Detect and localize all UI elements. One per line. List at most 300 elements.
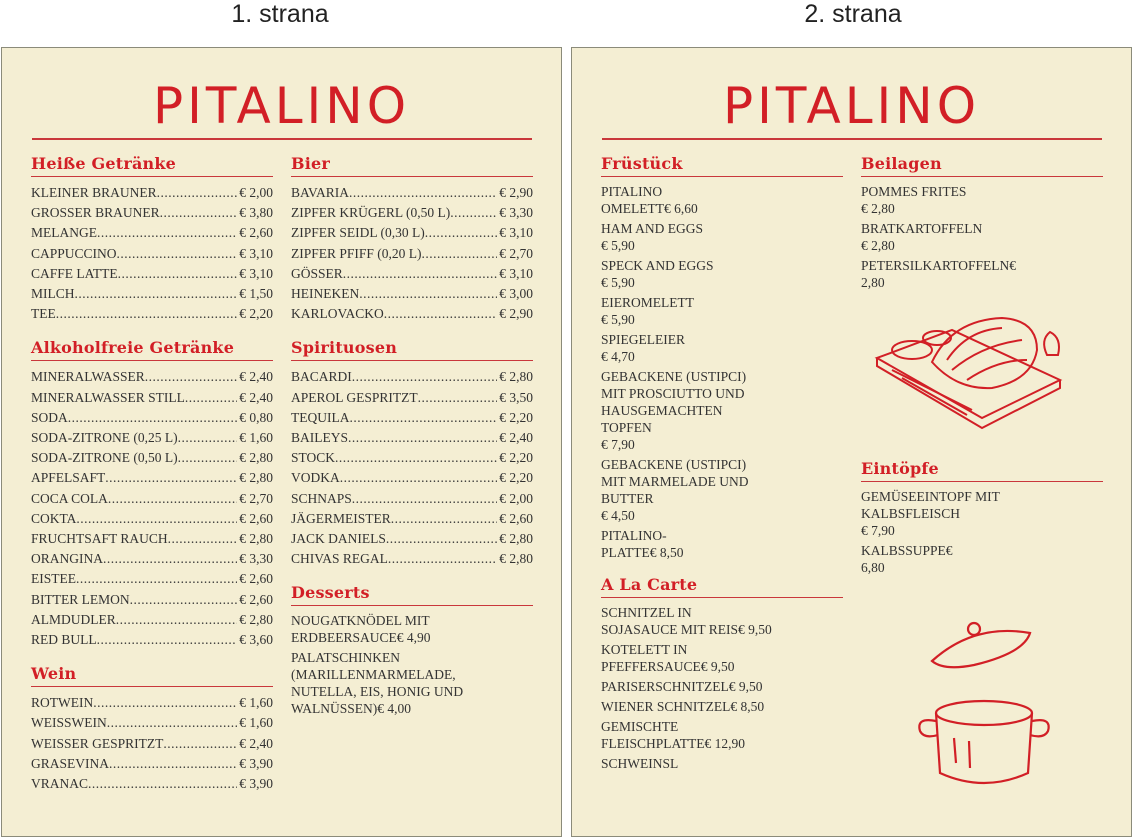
menu-section <box>601 575 843 772</box>
item-price-wrap: 6,80 <box>861 560 885 575</box>
item-name: TEE <box>31 306 56 322</box>
item-name: APEROL GESPRITZT <box>291 389 418 405</box>
leader-dots <box>340 468 498 488</box>
menu-item <box>31 388 273 408</box>
menu-item <box>291 468 533 488</box>
menu-item <box>31 569 273 589</box>
item-price: € 3,30 <box>239 551 273 567</box>
menu-item <box>861 488 1103 539</box>
menu-section <box>31 664 273 794</box>
menu-page-1 <box>1 47 562 837</box>
item-name: PFEFFERSAUCE <box>601 659 701 674</box>
item-price: € 1,60 <box>239 715 273 731</box>
item-name-line: NUTELLA, EIS, HONIG UND <box>291 684 464 700</box>
leader-dots <box>418 388 498 408</box>
item-name: COKTA <box>31 510 77 526</box>
item-name: MINERALWASSER <box>31 369 145 385</box>
item-price: € 4,00 <box>377 701 411 717</box>
leader-dots <box>178 448 238 468</box>
item-price-line <box>601 436 843 453</box>
item-name: WALNÜSSEN) <box>291 701 378 717</box>
item-name-line: PITALINO- <box>601 528 667 543</box>
leader-dots <box>348 428 497 448</box>
brand-logo: PITALINO <box>722 77 981 135</box>
item-price-line <box>861 542 1103 559</box>
leader-dots <box>76 569 237 589</box>
leader-dots <box>68 408 237 428</box>
leader-dots <box>163 734 237 754</box>
menu-item <box>601 368 843 453</box>
item-price-line <box>291 629 533 646</box>
item-price: € 2,80 <box>499 369 533 385</box>
leader-dots <box>76 509 237 529</box>
item-price-line <box>601 544 843 561</box>
item-name-line: BUTTER <box>601 491 654 506</box>
item-price: € <box>1009 258 1016 273</box>
item-price: € 2,60 <box>239 510 273 526</box>
menu-item <box>291 448 533 468</box>
leader-dots <box>157 183 238 203</box>
item-price-line <box>601 274 843 291</box>
item-name-line: KALBSFLEISCH <box>861 506 961 521</box>
menu-item <box>291 612 533 646</box>
menu-item <box>31 774 273 794</box>
item-name: JÄGERMEISTER <box>291 510 391 526</box>
menu-item <box>291 489 533 509</box>
menu-item <box>291 509 533 529</box>
menu-item <box>601 604 843 638</box>
leader-dots <box>107 713 238 733</box>
item-price: € 5,90 <box>601 312 635 327</box>
menu-column-left <box>601 154 843 786</box>
item-price: € 8,50 <box>730 699 765 714</box>
item-name: BAILEYS <box>291 430 348 446</box>
item-price-line <box>601 348 843 365</box>
item-price: € 2,20 <box>499 409 533 425</box>
item-name-line: KOTELETT IN <box>601 642 688 657</box>
menu-item <box>291 183 533 203</box>
item-price: € 2,90 <box>499 306 533 322</box>
item-name: BAVARIA <box>291 185 350 200</box>
item-price: € 4,90 <box>396 630 431 646</box>
item-price: € <box>945 543 953 558</box>
menu-section <box>861 459 1103 576</box>
item-name: ALMDUDLER <box>31 611 116 627</box>
item-price-line <box>601 658 843 675</box>
item-name: SODA-ZITRONE (0,50 L) <box>31 450 178 466</box>
item-price: € 2,20 <box>499 450 533 466</box>
menu-item <box>601 331 843 365</box>
item-name: ORANGINA <box>31 551 103 567</box>
item-price: € 3,80 <box>239 205 273 221</box>
menu-section <box>31 338 273 650</box>
item-name: STOCK <box>291 450 336 466</box>
leader-dots <box>388 549 497 569</box>
item-price: € 2,80 <box>499 531 533 547</box>
item-name: GROSSER BRAUNER <box>31 205 160 221</box>
menu-item <box>601 527 843 561</box>
item-name-line: (MARILLENMARMELADE, <box>291 667 456 683</box>
item-price: € 2,90 <box>499 185 533 200</box>
leader-dots <box>108 489 237 509</box>
item-price-line <box>601 200 843 217</box>
menu-item <box>31 448 273 468</box>
leader-dots <box>145 367 237 387</box>
item-name: CAFFE LATTE <box>31 265 118 281</box>
item-name-line: POMMES FRITES <box>861 184 967 199</box>
menu-page-2 <box>571 47 1132 837</box>
item-name: ZIPFER SEIDL (0,30 L) <box>291 225 425 241</box>
item-name: VRANAC <box>31 776 89 792</box>
menu-section <box>291 583 533 717</box>
item-price: € 2,80 <box>239 450 273 466</box>
item-price: € 9,50 <box>728 679 763 694</box>
menu-item <box>31 183 273 203</box>
item-name: FRUCHTSAFT RAUCH <box>31 531 168 547</box>
menu-section <box>291 338 533 569</box>
menu-item <box>291 203 533 223</box>
menu-section <box>861 154 1103 291</box>
leader-dots <box>352 489 497 509</box>
leader-dots <box>384 304 497 324</box>
leader-dots <box>117 244 238 264</box>
leader-dots <box>118 264 238 284</box>
menu-item <box>31 693 273 713</box>
page-label-1: 1. strana <box>231 0 329 28</box>
menu-item <box>291 367 533 387</box>
item-price: € 1,60 <box>239 695 273 711</box>
item-price: € 2,70 <box>499 245 533 261</box>
menu-item <box>601 718 843 752</box>
section-title: Wein <box>31 664 273 687</box>
leader-dots <box>75 284 238 304</box>
item-price-line <box>601 621 843 638</box>
item-price: € 2,00 <box>239 185 273 200</box>
leader-dots <box>450 203 497 223</box>
menu-item <box>31 264 273 284</box>
item-name: BITTER LEMON <box>31 591 130 607</box>
item-name-line: GEBACKENE (USTIPCI) <box>601 457 747 472</box>
section-title: Bier <box>291 154 533 177</box>
item-name: WIENER SCHNITZEL <box>601 699 731 714</box>
item-price: € 2,60 <box>239 591 273 607</box>
item-price: € 2,40 <box>239 369 273 385</box>
item-name-line: TOPFEN <box>601 420 652 435</box>
menu-item <box>601 257 843 291</box>
item-price: € 8,50 <box>649 545 684 560</box>
item-price: € 2,80 <box>861 201 895 216</box>
item-price-line <box>601 698 843 715</box>
item-name: BACARDI <box>291 369 352 385</box>
item-name-line: SCHWEINSL <box>601 756 679 771</box>
menu-section <box>601 154 843 561</box>
item-price: € 2,20 <box>499 470 533 486</box>
menu-item <box>601 678 843 695</box>
item-name: SCHNAPS <box>291 490 352 506</box>
item-price-line <box>291 700 533 717</box>
item-name-line: EIEROMELETT <box>601 295 694 310</box>
item-price-line <box>861 237 1103 254</box>
item-name: ZIPFER PFIFF (0,20 L) <box>291 245 422 261</box>
item-price: € 7,90 <box>601 437 635 452</box>
item-name: JACK DANIELS <box>291 531 386 547</box>
leader-dots <box>109 754 237 774</box>
item-price: € 3,00 <box>499 286 533 302</box>
item-price: € 7,90 <box>861 523 895 538</box>
leader-dots <box>422 244 498 264</box>
menu-item <box>291 529 533 549</box>
item-price: € 3,90 <box>239 776 273 792</box>
menu-item <box>31 509 273 529</box>
menu-item <box>31 713 273 733</box>
item-name: OMELETT <box>601 201 664 216</box>
item-price: € 2,20 <box>239 306 273 322</box>
item-name: HEINEKEN <box>291 286 360 302</box>
item-name: APFELSAFT <box>31 470 106 486</box>
menu-item <box>31 489 273 509</box>
item-price: € 1,50 <box>239 286 273 302</box>
leader-dots <box>349 183 497 203</box>
item-name: ZIPFER KRÜGERL (0,50 L) <box>291 205 451 221</box>
item-name-line: SCHNITZEL IN <box>601 605 692 620</box>
item-price: € 2,80 <box>239 531 273 547</box>
menu-item <box>291 304 533 324</box>
section-title: Heiße Getränke <box>31 154 273 177</box>
section-title: Spirituosen <box>291 338 533 361</box>
leader-dots <box>105 468 237 488</box>
menu-item <box>31 734 273 754</box>
leader-dots <box>97 630 238 650</box>
item-name: GRASEVINA <box>31 755 110 771</box>
item-price: € 2,40 <box>239 735 273 751</box>
item-price: € 2,80 <box>499 551 533 567</box>
item-price: € 2,80 <box>861 238 895 253</box>
item-price: € 0,80 <box>239 409 273 425</box>
leader-dots <box>56 304 238 324</box>
menu-item <box>601 641 843 675</box>
item-price: € 2,60 <box>239 571 273 587</box>
item-name: PARISERSCHNITZEL <box>601 679 729 694</box>
item-name: ROTWEIN <box>31 695 94 711</box>
menu-item <box>291 408 533 428</box>
menu-item <box>31 549 273 569</box>
item-price: € 6,60 <box>664 201 698 216</box>
menu-item <box>31 203 273 223</box>
menu-item <box>601 183 843 217</box>
leader-dots <box>386 529 497 549</box>
menu-section <box>31 154 273 324</box>
leader-dots <box>391 509 497 529</box>
item-name-line: GEBACKENE (USTIPCI) <box>601 369 747 384</box>
leader-dots <box>425 223 498 243</box>
item-price-line <box>601 735 843 752</box>
menu-item <box>861 220 1103 254</box>
leader-dots <box>343 264 497 284</box>
item-name: VODKA <box>291 470 340 486</box>
item-name-line: PALATSCHINKEN <box>291 650 401 666</box>
item-name: MELANGE <box>31 225 97 241</box>
item-price: € 2,40 <box>499 430 533 446</box>
item-name-line: MIT MARMELADE UND <box>601 474 749 489</box>
menu-column-right <box>291 154 533 731</box>
item-price-line <box>601 678 843 695</box>
menu-item <box>601 698 843 715</box>
item-price: € 3,10 <box>499 265 533 281</box>
item-price: € 2,80 <box>239 611 273 627</box>
item-name: RED BULL <box>31 632 97 648</box>
item-price: € 9,50 <box>700 659 735 674</box>
menu-item <box>31 529 273 549</box>
item-price: € 2,60 <box>239 225 273 241</box>
item-price: € 2,00 <box>499 490 533 506</box>
menu-item <box>31 468 273 488</box>
item-name-line: HAM AND EGGS <box>601 221 704 236</box>
menu-item <box>31 428 273 448</box>
item-price: € 5,90 <box>601 238 635 253</box>
item-price-wrap: 2,80 <box>861 275 885 290</box>
menu-item <box>291 388 533 408</box>
item-name: MINERALWASSER STILL <box>31 389 185 405</box>
item-name: SODA-ZITRONE (0,25 L) <box>31 430 178 446</box>
menu-item <box>861 542 1103 576</box>
menu-item <box>291 244 533 264</box>
item-name: KALBSSUPPE <box>861 543 946 558</box>
item-name-line: BRATKARTOFFELN <box>861 221 983 236</box>
item-name-line: SPECK AND EGGS <box>601 258 714 273</box>
section-title: Desserts <box>291 583 533 606</box>
item-price: € 2,70 <box>239 490 273 506</box>
item-name: SOJASAUCE MIT REIS <box>601 622 739 637</box>
item-price-line <box>861 200 1103 217</box>
menu-item <box>291 428 533 448</box>
cooking-pot-icon <box>914 613 1054 793</box>
menu-item <box>31 590 273 610</box>
item-price-line <box>601 237 843 254</box>
menu-section <box>291 154 533 324</box>
menu-item <box>601 456 843 524</box>
brand-logo: PITALINO <box>152 77 411 135</box>
menu-item <box>31 223 273 243</box>
item-price: € 12,90 <box>704 736 746 751</box>
item-price: € 3,30 <box>499 205 533 221</box>
item-name: WEISSWEIN <box>31 715 107 731</box>
menu-item <box>601 755 843 772</box>
menu-item <box>291 649 533 717</box>
leader-dots <box>359 284 497 304</box>
menu-item <box>31 630 273 650</box>
leader-dots <box>352 367 497 387</box>
item-price: € 2,40 <box>239 389 273 405</box>
item-name-line: MIT PROSCIUTTO UND <box>601 386 745 401</box>
item-name: GÖSSER <box>291 265 343 281</box>
item-name: SODA <box>31 409 68 425</box>
item-name-line: GEMISCHTE <box>601 719 679 734</box>
item-name: MILCH <box>31 286 75 302</box>
leader-dots <box>335 448 497 468</box>
leader-dots <box>168 529 238 549</box>
leader-dots <box>160 203 238 223</box>
menu-item <box>601 294 843 328</box>
item-name-line: GEMÜSEEINTOPF MIT <box>861 489 1000 504</box>
item-name: KLEINER BRAUNER <box>31 185 157 200</box>
section-title: Alkoholfreie Getränke <box>31 338 273 361</box>
item-name: PLATTE <box>601 545 650 560</box>
item-name: ERDBEERSAUCE <box>291 630 397 646</box>
item-name-line: NOUGATKNÖDEL MIT <box>291 613 430 629</box>
menu-item <box>31 367 273 387</box>
leader-dots <box>116 610 238 630</box>
item-price: € 3,50 <box>499 389 533 405</box>
menu-item <box>861 257 1103 291</box>
logo-rule <box>32 138 532 140</box>
item-name-line: HAUSGEMACHTEN <box>601 403 723 418</box>
item-price: € 1,60 <box>239 430 273 446</box>
item-name-line: SPIEGELEIER <box>601 332 685 347</box>
item-name-line: PITALINO <box>601 184 663 199</box>
leader-dots <box>185 388 237 408</box>
menu-item <box>31 408 273 428</box>
menu-column-left <box>31 154 273 808</box>
item-name: COCA COLA <box>31 490 108 506</box>
item-price: € 3,90 <box>239 755 273 771</box>
item-price: € 4,70 <box>601 349 635 364</box>
item-price: € 4,50 <box>601 508 635 523</box>
section-title: Früstück <box>601 154 843 177</box>
menu-item <box>291 284 533 304</box>
item-price-line <box>861 522 1103 539</box>
leader-dots <box>349 408 497 428</box>
menu-item <box>291 549 533 569</box>
item-name: WEISSER GESPRITZT <box>31 735 164 751</box>
item-price: € 2,80 <box>239 470 273 486</box>
leader-dots <box>97 223 237 243</box>
item-price: € 3,10 <box>499 225 533 241</box>
menu-item <box>601 220 843 254</box>
menu-item <box>291 223 533 243</box>
item-price: € 3,10 <box>239 265 273 281</box>
item-name: EISTEE <box>31 571 76 587</box>
item-name: CHIVAS REGAL <box>291 551 388 567</box>
logo-rule <box>602 138 1102 140</box>
leader-dots <box>93 693 237 713</box>
menu-item <box>291 264 533 284</box>
item-name: FLEISCHPLATTE <box>601 736 705 751</box>
section-title: A La Carte <box>601 575 843 598</box>
item-name: CAPPUCCINO <box>31 245 117 261</box>
item-name: PETERSILKARTOFFELN <box>861 258 1010 273</box>
leader-dots <box>130 590 238 610</box>
item-price-line <box>601 507 843 524</box>
menu-item <box>31 284 273 304</box>
item-price: € 5,90 <box>601 275 635 290</box>
section-title: Eintöpfe <box>861 459 1103 482</box>
item-name: TEQUILA <box>291 409 350 425</box>
page-label-2: 2. strana <box>804 0 902 28</box>
section-title: Beilagen <box>861 154 1103 177</box>
item-price-line <box>861 257 1103 274</box>
item-price: € 2,60 <box>499 510 533 526</box>
menu-item <box>31 754 273 774</box>
item-price-line <box>601 311 843 328</box>
item-price: € 3,10 <box>239 245 273 261</box>
item-name: KARLOVACKO <box>291 306 384 322</box>
leader-dots <box>178 428 238 448</box>
item-price: € 3,60 <box>239 632 273 648</box>
leader-dots <box>88 774 237 794</box>
leader-dots <box>103 549 237 569</box>
cutting-board-meat-icon <box>872 310 1072 435</box>
menu-item <box>31 244 273 264</box>
